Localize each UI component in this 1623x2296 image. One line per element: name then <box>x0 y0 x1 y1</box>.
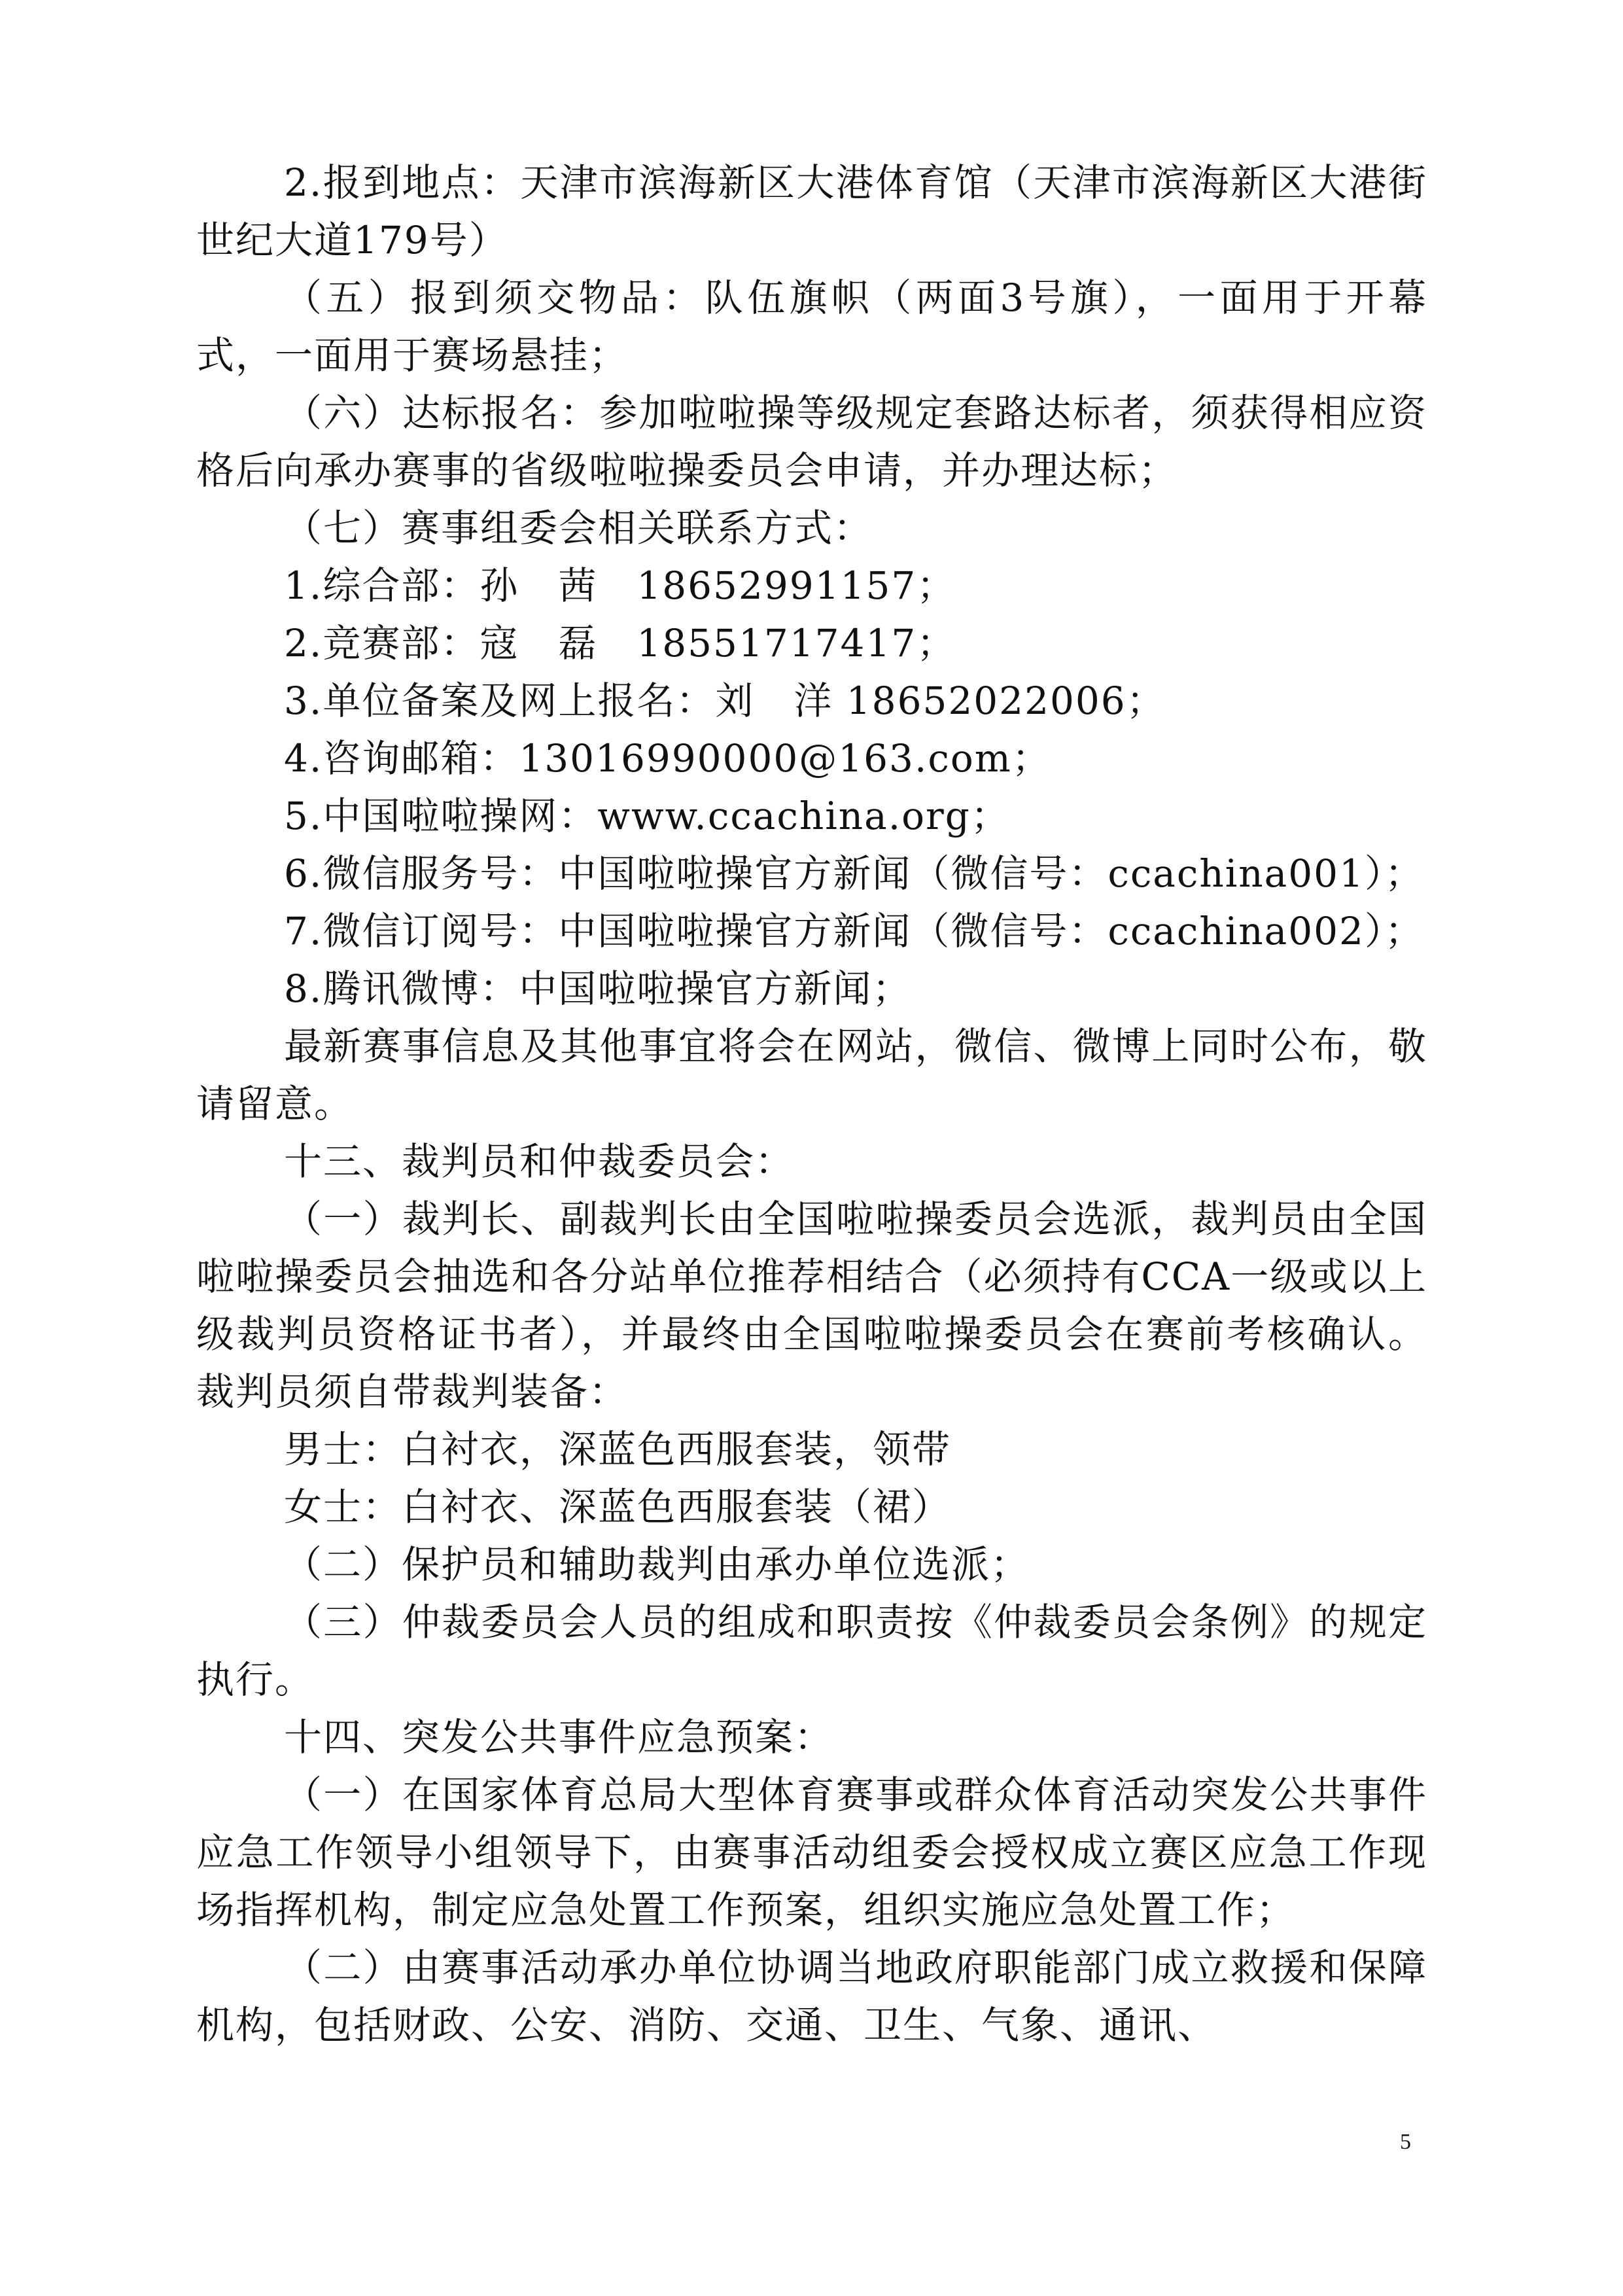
paragraph-women-dress-code: 女士：白衬衣、深蓝色西服套装（裙） <box>284 1485 952 1529</box>
paragraph-emergency-support: （二）由赛事活动承办单位协调当地政府职能部门成立救援和保障机构，包括财政、公安、消防、交通、卫生、气象、通讯、 <box>196 1945 1427 2047</box>
page-number: 5 <box>1400 2130 1411 2154</box>
paragraph-latest-info-notice: 最新赛事信息及其他事宜将会在网站，微信、微博上同时公布，敬请留意。 <box>196 1024 1427 1126</box>
paragraph-protectors-assistants: （二）保护员和辅助裁判由承办单位选派； <box>284 1542 1030 1587</box>
contact-wechat-service: 6.微信服务号：中国啦啦操官方新闻（微信号：ccachina001）； <box>284 851 1424 896</box>
paragraph-referee-selection: （一）裁判长、副裁判长由全国啦啦操委员会选派，裁判员由全国啦啦操委员会抽选和各分站单位推荐相结合（必须持有CCA一级或以上级裁判员资格证书者），并最终由全国啦啦操委员会在赛前考核确认。裁判员须自带裁判装备： <box>196 1197 1427 1414</box>
paragraph-arbitration-committee: （三）仲裁委员会人员的组成和职责按《仲裁委员会条例》的规定执行。 <box>196 1600 1427 1702</box>
paragraph-contact-heading: （七）赛事组委会相关联系方式： <box>284 506 873 550</box>
contact-website: 5.中国啦啦操网：www.ccachina.org； <box>284 794 1010 838</box>
contact-registration: 3.单位备案及网上报名：刘 洋 18652022006； <box>284 679 1166 723</box>
contact-competition-department: 2.竞赛部：寇 磊 18551717417； <box>284 621 956 665</box>
contact-general-department: 1.综合部：孙 茜 18652991157； <box>284 563 956 608</box>
paragraph-standard-registration: （六）达标报名：参加啦啦操等级规定套路达标者，须获得相应资格后向承办赛事的省级啦啦操委员会申请，并办理达标； <box>196 391 1427 493</box>
paragraph-emergency-command: （一）在国家体育总局大型体育赛事或群众体育活动突发公共事件应急工作领导小组领导下，由赛事活动组委会授权成立赛区应急工作现场指挥机构，制定应急处置工作预案，组织实施应急处置工作； <box>196 1773 1427 1932</box>
paragraph-men-dress-code: 男士：白衬衣，深蓝色西服套装，领带 <box>284 1427 952 1472</box>
paragraph-report-location: 2.报到地点：天津市滨海新区大港体育馆（天津市滨海新区大港街世纪大道179号） <box>196 160 1427 262</box>
paragraph-required-items: （五）报到须交物品：队伍旗帜（两面3号旗），一面用于开幕式，一面用于赛场悬挂； <box>196 275 1427 378</box>
contact-tencent-weibo: 8.腾讯微博：中国啦啦操官方新闻； <box>284 966 912 1011</box>
contact-wechat-subscription: 7.微信订阅号：中国啦啦操官方新闻（微信号：ccachina002）； <box>284 909 1424 953</box>
document-body <box>196 154 1427 2054</box>
section-heading-emergency-plan: 十四、突发公共事件应急预案： <box>284 1715 834 1759</box>
section-heading-referees: 十三、裁判员和仲裁委员会： <box>284 1139 795 1184</box>
contact-email: 4.咨询邮箱：13016990000@163.com； <box>284 736 1051 781</box>
